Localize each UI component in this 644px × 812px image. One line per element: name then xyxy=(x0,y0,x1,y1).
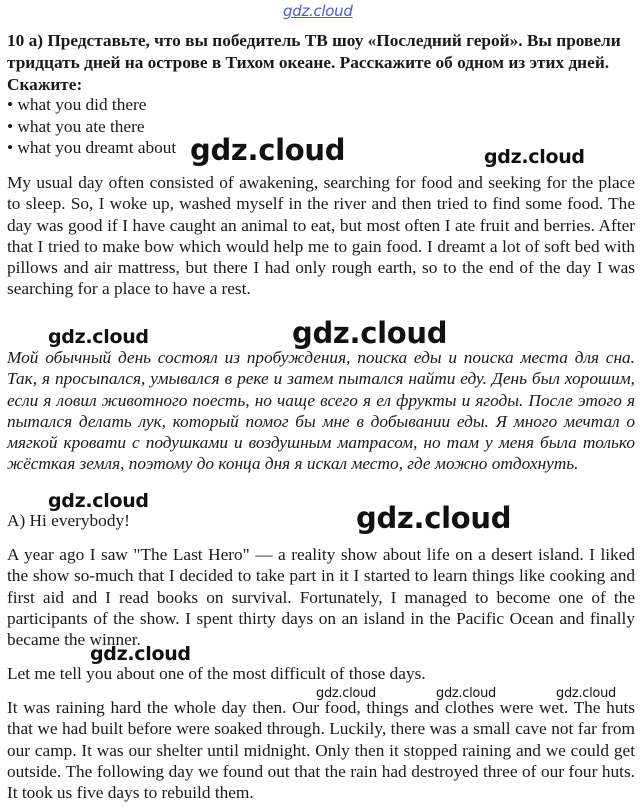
paragraph-let-me: Let me tell you about one of the most difficult of those days. xyxy=(7,664,426,683)
paragraph-ru-usual-day: Мой обычный день состоял из пробуждения, поиска еды и поиска места для сна. Так, я просыпался, умывался в реке и затем пытался найти еду. День был хорошим, если я ловил животного поесть, но чаще всего я ел фрукты и ягоды. После этого я пытался делать лук, который помог бы мне в добывании еды. Я много мечтал о мягкой кровати с подушками и воздушным матрасом, но там у меня была только жёсткая земля, поэтому до конца дня я искал место, где можно отдохнуть. xyxy=(7,348,635,474)
paragraph-greeting: A) Hi everybody! xyxy=(7,511,130,530)
paragraph-en-usual-day: My usual day often consisted of awakening, searching for food and seeking for the place to sleep. So, I woke up, washed myself in the river and then tried to find some food. The day was good if I have caught an animal to eat, but most often I ate fruit and berries. After that I tried to make bow which would help me to gain food. I dreamt a lot of soft bed with pillows and air mattress, but there I had only rough earth, so to the end of the day I was searching for a place to have a rest. xyxy=(7,173,635,299)
bullet-item: • what you ate there xyxy=(7,116,636,138)
watermark: gdz.cloud xyxy=(316,686,376,701)
task-heading: 10 а) Представьте, что вы победитель ТВ шоу «Последний герой». Вы провели тридцать дней на острове в Тихом океане. Расскажите об одном из этих дней. Скажите: xyxy=(7,31,621,94)
watermark: gdz.cloud xyxy=(48,326,149,348)
paragraph-year-ago: A year ago I saw "The Last Hero" — a reality show about life on a desert island. I liked the show so-much that I decided to take part in it I started to learn things like cooking and first aid and I read books on survival. Fortunately, I managed to become one of the participants of the show. I spent thirty days on an island in the Pacific Ocean and finally became the winner. xyxy=(7,545,635,650)
watermark: gdz.cloud xyxy=(190,133,346,167)
bullet-item: • what you dreamt about xyxy=(7,137,636,159)
watermark: gdz.cloud xyxy=(436,686,496,701)
watermark: gdz.cloud xyxy=(48,490,149,512)
bullet-item: • what you did there xyxy=(7,94,636,116)
watermark: gdz.cloud xyxy=(356,501,512,535)
watermark: gdz.cloud xyxy=(90,643,191,665)
watermark: gdz.cloud xyxy=(292,316,448,350)
paragraph-raining: It was raining hard the whole day then. Our food, things and clothes were wet. The huts that we had built before were soaked through. Luckily, there was a small cave not far from our camp. It was our shelter until midnight. Only then it stopped raining and we could get outside. The following day we found out that the rain had destroyed three of our four huts. It took us five days to rebuild them. xyxy=(7,698,635,803)
watermark-link[interactable]: gdz.cloud xyxy=(283,2,353,20)
watermark: gdz.cloud xyxy=(556,686,616,701)
watermark: gdz.cloud xyxy=(484,146,585,168)
